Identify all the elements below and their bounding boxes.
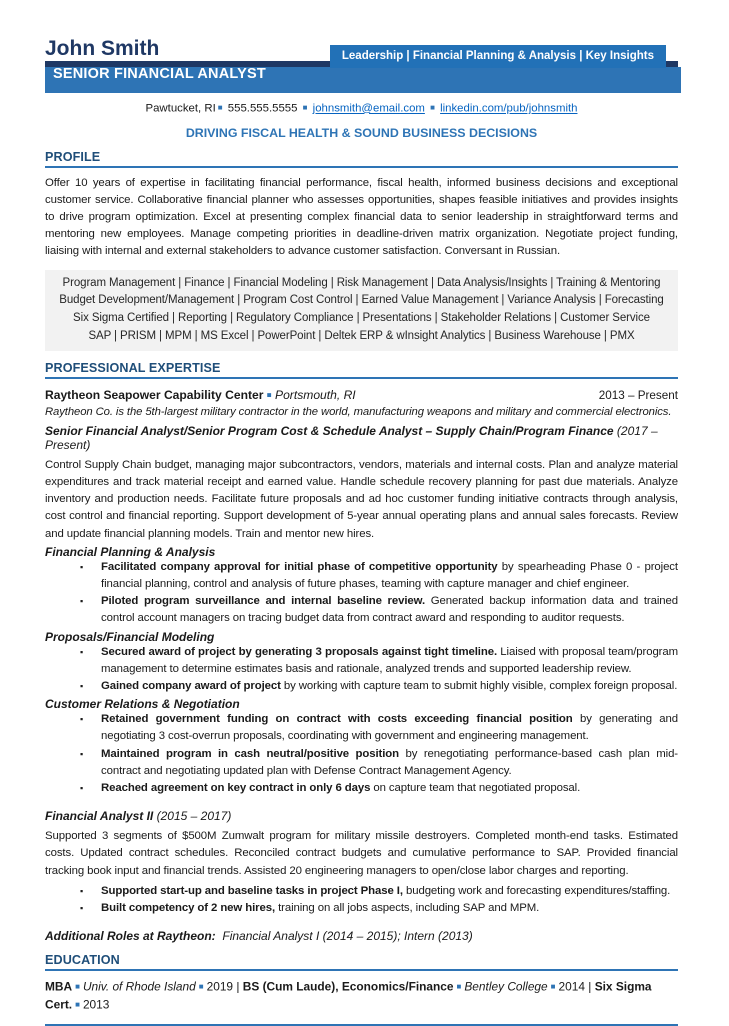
skills-badge: Leadership | Financial Planning & Analysis | Key Insights <box>330 45 666 68</box>
pipe-separator: | <box>588 979 592 994</box>
year-cert: 2013 <box>82 997 110 1012</box>
job-title-bar: SENIOR FINANCIAL ANALYST <box>45 61 678 87</box>
year-bs: 2014 <box>558 979 585 994</box>
profile-summary: Offer 10 years of expertise in facilitating financial performance, fiscal health, informed business decisions and exceptional customer service. Collaborative financial planner who assesses opportunities, shapes feasible initiatives and provides insights to drive program optimization. Excel at presenting complex financial data to senior leadership in straightforward terms and mentoring new employees. Manage competing priorities in deadline-driven matrix organization. Negotiate project funding, liaising with internal and external stakeholders to advance customer satisfaction. Conversant in Russian. <box>45 176 678 258</box>
keywords-line: Budget Development/Management | Program Cost Control | Earned Value Management | Variance Analysis | Forecasting <box>59 294 664 307</box>
section-heading-education: EDUCATION <box>45 953 678 971</box>
bullet-lead: Gained company award of project <box>101 679 281 692</box>
company-location: Portsmouth, RI <box>275 387 356 402</box>
header <box>45 36 678 140</box>
bullet-lead: Secured award of project by generating 3 proposals against tight timeline. <box>101 645 498 658</box>
separator-square-icon: ■ <box>430 103 435 112</box>
keywords-line: SAP | PRISM | MPM | MS Excel | PowerPoint | Deltek ERP & wInsight Analytics | Business Warehouse | PMX <box>88 329 635 342</box>
bullet-item <box>78 746 678 780</box>
bullet-text: Liaised with proposal team/program management to determine estimates basis and rationale, analyzed trends and supported leadership review. <box>101 645 678 675</box>
role2-dates: (2015 – 2017) <box>156 809 232 824</box>
bullet-item <box>78 780 678 797</box>
education-line <box>45 978 678 1014</box>
bullet-text: budgeting work and forecasting expenditures/staffing. <box>402 884 671 897</box>
bullet-list <box>45 711 678 797</box>
role1-title: Senior Financial Analyst/Senior Program Cost & Schedule Analyst – Supply Chain/Program Finance <box>45 423 614 438</box>
bullet-list <box>45 883 678 917</box>
company-note: Raytheon Co. is the 5th-largest military contractor in the world, manufacturing weapons and military and commercial electronics. <box>45 405 672 418</box>
candidate-name: John Smith <box>45 37 160 60</box>
bullet-list <box>45 559 678 628</box>
role2-title: Financial Analyst II <box>45 809 154 824</box>
bullet-item <box>78 644 678 678</box>
bullet-lead: Built competency of 2 new hires, <box>101 901 276 914</box>
role2-summary: Supported 3 segments of $500M Zumwalt program for military missile destroyers. Completed month-end tasks. Estimated costs. Updated contract schedules. Reconciled contract budgets and cumulative performance to SAP. Provided financial tracking book input and financial trends. Assisted 20 engineering managers to open/close labor charges and reporting. <box>45 830 678 877</box>
tagline: DRIVING FISCAL HEALTH & SOUND BUSINESS DECISIONS <box>185 125 538 140</box>
school-uri: Univ. of Rhode Island <box>82 979 196 994</box>
keywords-line: Six Sigma Certified | Reporting | Regulatory Compliance | Presentations | Stakeholder Relations | Customer Service <box>73 312 650 325</box>
bullet-text: Generated backup information data and trained control account managers on tracing budget data from contract award and responding to auditor requests. <box>101 595 678 625</box>
separator-square-icon: ■ <box>75 982 80 992</box>
bullet-text: by generating and negotiating 3 cost-overrun proposals, coordinating with government and engineering management. <box>101 713 678 743</box>
bullet-lead: Reached agreement on key contract in only 6 days <box>101 781 371 794</box>
bullet-item <box>78 900 678 917</box>
group-label: Customer Relations & Negotiation <box>45 697 240 712</box>
bullet-lead: Maintained program in cash neutral/positive position <box>101 747 400 760</box>
bullet-item <box>78 593 678 627</box>
bullet-item <box>78 559 678 593</box>
separator-square-icon: ■ <box>456 982 462 992</box>
contact-location: Pawtucket, RI <box>145 102 216 115</box>
role2-title-line <box>45 809 678 823</box>
separator-square-icon: ■ <box>75 1000 80 1010</box>
pipe-separator: | <box>236 979 240 994</box>
bullet-text: by working with capture team to submit highly visible, complex foreign proposal. <box>280 679 678 692</box>
bullet-lead: Piloted program surveillance and internal baseline review. <box>101 595 426 608</box>
role1-title-line <box>45 424 678 452</box>
bullet-text: by spearheading Phase 0 - project financial planning, control and analysis of future phases, teaming with capture manager and chief engineer. <box>101 560 678 590</box>
bullet-lead: Supported start-up and baseline tasks in project Phase I, <box>101 884 403 897</box>
bullet-item <box>78 883 678 900</box>
keywords-line: Program Management | Finance | Financial Modeling | Risk Management | Data Analysis/Insights | Training & Mentoring <box>62 276 661 289</box>
email-link[interactable]: johnsmith@email.com <box>312 102 425 115</box>
bullet-item <box>78 678 678 695</box>
employer-row <box>45 388 678 402</box>
section-heading-profile: PROFILE <box>45 150 678 168</box>
degree-mba: MBA <box>45 979 73 994</box>
contact-phone: 555.555.5555 <box>227 102 298 115</box>
additional-roles-line <box>45 929 678 943</box>
role1-dates: (2017 – Present) <box>45 423 658 452</box>
bullet-list <box>45 644 678 696</box>
bullet-text: training on all jobs aspects, including SAP and MPM. <box>275 901 540 914</box>
group-label: Financial Planning & Analysis <box>45 544 216 559</box>
separator-square-icon: ■ <box>302 103 308 112</box>
contact-line <box>45 100 678 117</box>
school-bentley: Bentley College <box>464 979 548 994</box>
bullet-lead: Retained government funding on contract with costs exceeding financial position <box>101 713 573 726</box>
group-label: Proposals/Financial Modeling <box>45 629 215 644</box>
section-heading-expertise: PROFESSIONAL EXPERTISE <box>45 361 678 379</box>
separator-square-icon: ■ <box>266 390 272 400</box>
separator-square-icon: ■ <box>550 982 556 992</box>
role1-summary: Control Supply Chain budget, managing major subcontractors, vendors, materials and internal costs. Plan and analyze material expenditures and track material receipt and earned value. Handle schedule recovery planning for past due materials. Analyze inventory and production needs. Facilitate future proposals and ad hoc customer funding initiative contracts through analysis, cost control and financial reporting. Support development of 5-year annual operating plans and annual sales forecasts. Review and update financial planning models. Train and mentor new hires. <box>45 458 678 540</box>
bullet-text: on capture team that negotiated proposal. <box>370 781 581 794</box>
bullet-item <box>78 711 678 745</box>
separator-square-icon: ■ <box>217 103 223 112</box>
company-dates: 2013 – Present <box>598 388 678 402</box>
year-mba: 2019 <box>206 979 234 994</box>
degree-bs: BS (Cum Laude), Economics/Finance <box>242 979 454 994</box>
bullet-lead: Facilitated company approval for initial phase of competitive opportunity <box>101 560 498 573</box>
keywords-box <box>45 270 678 351</box>
bullet-text: by renegotiating performance-based cash plan mid-contract and negotiating updated plan with Defense Contract Management Agency. <box>101 747 679 777</box>
linkedin-link[interactable]: linkedin.com/pub/johnsmith <box>440 102 578 115</box>
additional-roles-label: Additional Roles at Raytheon: <box>45 929 216 944</box>
additional-roles-text: Financial Analyst I (2014 – 2015); Intern (2013) <box>222 929 473 944</box>
separator-square-icon: ■ <box>198 982 204 992</box>
company-name: Raytheon Seapower Capability Center <box>45 387 264 402</box>
cert-six-sigma: Six Sigma Cert. <box>45 979 652 1012</box>
